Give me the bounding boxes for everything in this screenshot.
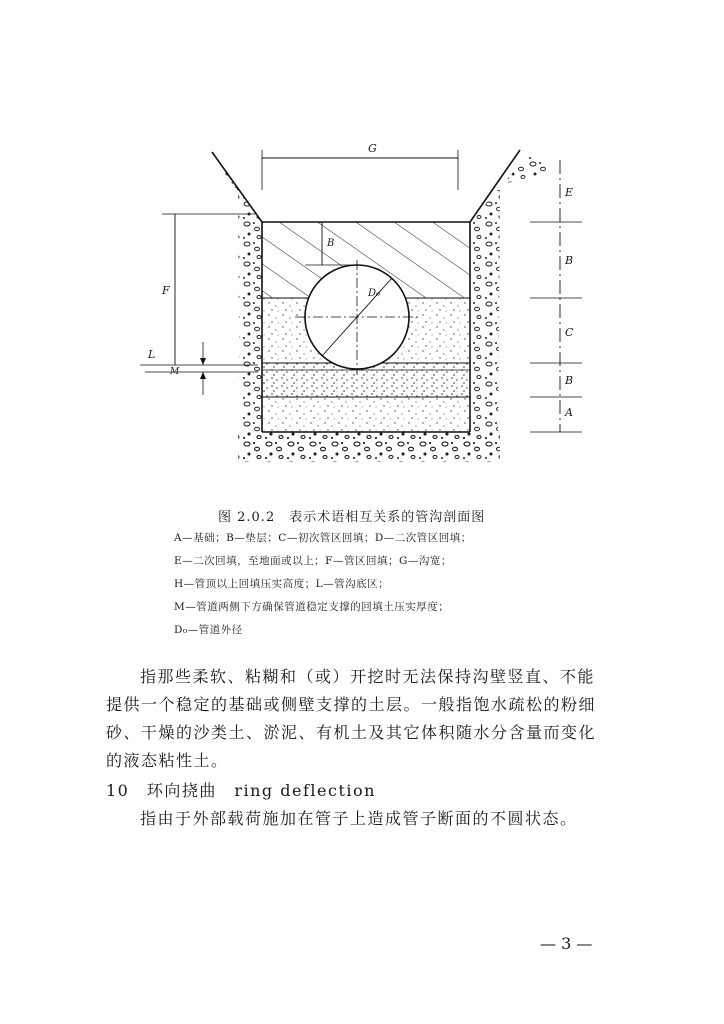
label-E: E	[565, 186, 574, 199]
pipe-diameter-label: D₀	[368, 288, 381, 299]
trench-section-diagram	[0, 0, 724, 500]
label-L: L	[148, 348, 156, 361]
label-B-right-upper: B	[565, 254, 574, 267]
label-C: C	[565, 326, 574, 339]
zone-foundation	[262, 397, 470, 432]
label-A: A	[565, 406, 573, 419]
label-M: M	[170, 367, 180, 377]
legend-line-3: H—管顶以上回填压实高度；L—管沟底区；	[174, 578, 390, 590]
term-definition: 指由于外部载荷施加在管子上造成管子断面的不圆状态。	[140, 809, 578, 828]
legend-line-4: M—管道两侧下方确保管道稳定支撑的回填土压实厚度；	[174, 601, 450, 613]
label-B-right-lower: B	[565, 374, 574, 387]
label-B-upper: B	[327, 238, 335, 249]
body-text-line-1: 指那些柔软、粘糊和（或）开挖时无法保持沟壁竖直、不能	[140, 667, 596, 686]
figure-caption: 图 2.0.2 表示术语相互关系的管沟剖面图	[218, 510, 486, 525]
page-number: — 3 —	[540, 934, 593, 953]
legend-line-2: E—二次回填，至地面或以上；F—管区回填；G—沟宽；	[174, 555, 452, 567]
legend-line-5: D₀—管道外径	[174, 624, 243, 636]
label-F: F	[162, 284, 170, 297]
body-text-line-4: 的液态粘性土。	[106, 751, 229, 770]
term-heading: 10 环向挠曲 ring deflection	[106, 781, 376, 800]
legend-line-1: A—基础；B—垫层；C—初次管区回填；D—二次管区回填；	[174, 532, 472, 544]
label-G: G	[368, 142, 377, 155]
body-text-line-2: 提供一个稳定的基础或侧壁支撑的土层。一般指饱水疏松的粉细	[106, 695, 597, 714]
native-soil-bottom	[238, 432, 500, 462]
body-text-line-3: 砂、干燥的沙类土、淤泥、有机土及其它体积随水分含量而变化	[106, 723, 597, 742]
